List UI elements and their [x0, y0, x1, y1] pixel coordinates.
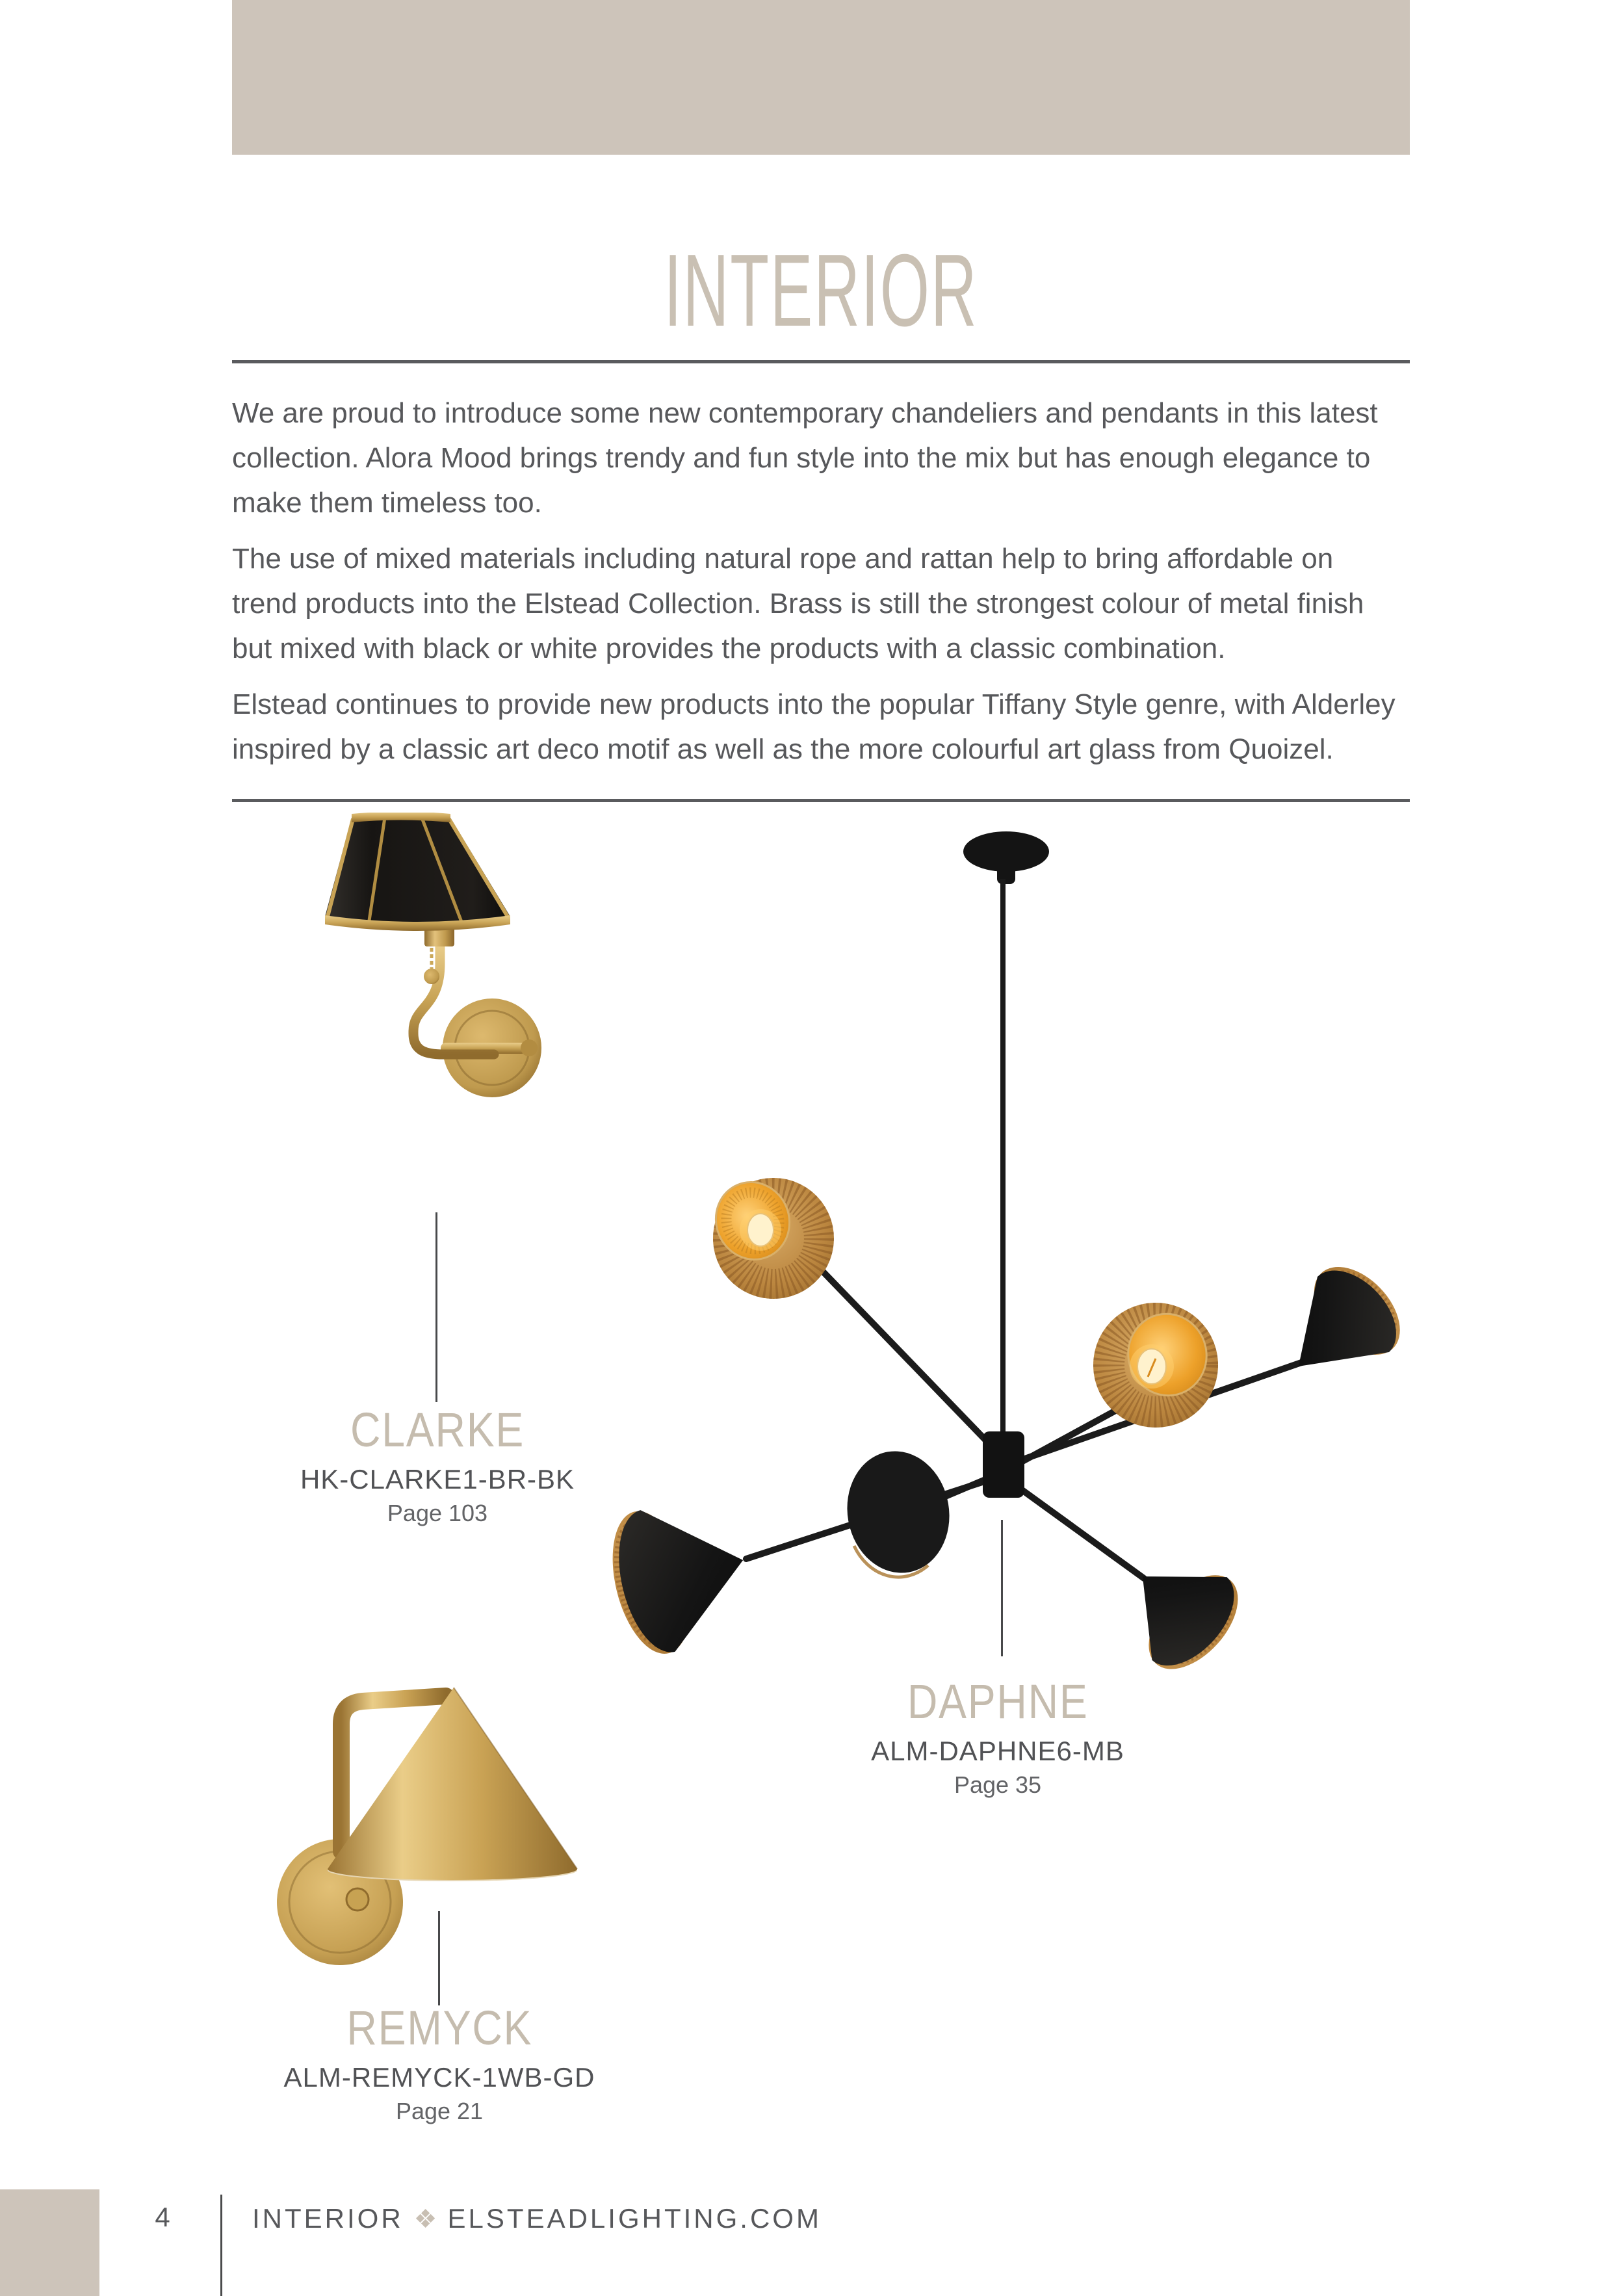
product-code: ALM-DAPHNE6-MB	[871, 1735, 1124, 1766]
product-page-ref: Page 103	[387, 1500, 488, 1527]
daphne-shade-upper-left	[705, 1171, 834, 1299]
footer-page-number: 4	[155, 2202, 170, 2232]
product-code: HK-CLARKE1-BR-BK	[300, 1463, 575, 1494]
header-band	[232, 0, 1410, 155]
product-page-ref: Page 21	[395, 2098, 484, 2125]
remyck-product-image	[260, 1684, 598, 1989]
intro-copy	[232, 391, 1467, 783]
intro-text-line: make them timeless too.	[232, 487, 542, 519]
intro-paragraph-1	[232, 391, 1467, 525]
four-diamonds-icon: ❖	[413, 2205, 437, 2234]
divider-bottom	[232, 799, 1410, 802]
daphne-shade-mid-right	[1093, 1303, 1218, 1428]
product-code: ALM-REMYCK-1WB-GD	[283, 2061, 595, 2093]
clarke-product-image	[286, 813, 624, 1268]
remyck-label	[238, 2002, 641, 2124]
intro-paragraph-2	[232, 536, 1467, 671]
intro-text-line: We are proud to introduce some new contemporary chandeliers and pendants in this latest	[232, 397, 1378, 429]
intro-paragraph-3	[232, 682, 1467, 772]
remyck-cone-shade	[328, 1688, 577, 1881]
divider-top	[232, 360, 1410, 363]
clarke-pointer-line	[435, 1212, 437, 1402]
daphne-product-image	[604, 819, 1449, 1677]
remyck-pointer-line	[438, 1911, 440, 2005]
footer-divider-rule	[220, 2195, 222, 2296]
daphne-canopy-and-stem	[963, 831, 1049, 1433]
product-name: REMYCK	[346, 2001, 532, 2055]
clarke-wall-plate	[441, 998, 541, 1097]
intro-text-line: inspired by a classic art deco motif as well as the more colourful art glass from Quoizel.	[232, 733, 1334, 765]
daphne-pointer-line	[1001, 1520, 1003, 1656]
intro-text-line: trend products into the Elstead Collection. Brass is still the strongest colour of metal finish	[232, 588, 1364, 620]
footer-text	[252, 2203, 822, 2234]
intro-text-line: Elstead continues to provide new products into the popular Tiffany Style genre, with Alderley	[232, 688, 1396, 720]
footer-section-label: INTERIOR	[252, 2203, 404, 2234]
page-title: INTERIOR	[664, 233, 978, 348]
intro-text-line: collection. Alora Mood brings trendy and fun style into the mix but has enough elegance to	[232, 442, 1371, 474]
intro-text-line: The use of mixed materials including natural rope and rattan help to bring affordable on	[232, 543, 1334, 575]
daphne-hub	[983, 1431, 1024, 1498]
product-page-ref: Page 35	[954, 1771, 1042, 1799]
daphne-label	[796, 1676, 1199, 1798]
daphne-shade-back-disc	[838, 1443, 959, 1581]
footer-website: ELSTEADLIGHTING.COM	[447, 2203, 822, 2234]
clarke-shade	[325, 813, 510, 946]
product-name: CLARKE	[350, 1403, 525, 1457]
clarke-label	[236, 1404, 639, 1526]
daphne-arms	[746, 1271, 1303, 1578]
footer-corner-block	[0, 2189, 99, 2296]
daphne-shade-right	[1263, 1251, 1416, 1404]
product-name: DAPHNE	[907, 1675, 1089, 1729]
daphne-shade-lower-right	[1105, 1535, 1254, 1677]
intro-text-line: but mixed with black or white provides the products with a classic combination.	[232, 633, 1226, 664]
